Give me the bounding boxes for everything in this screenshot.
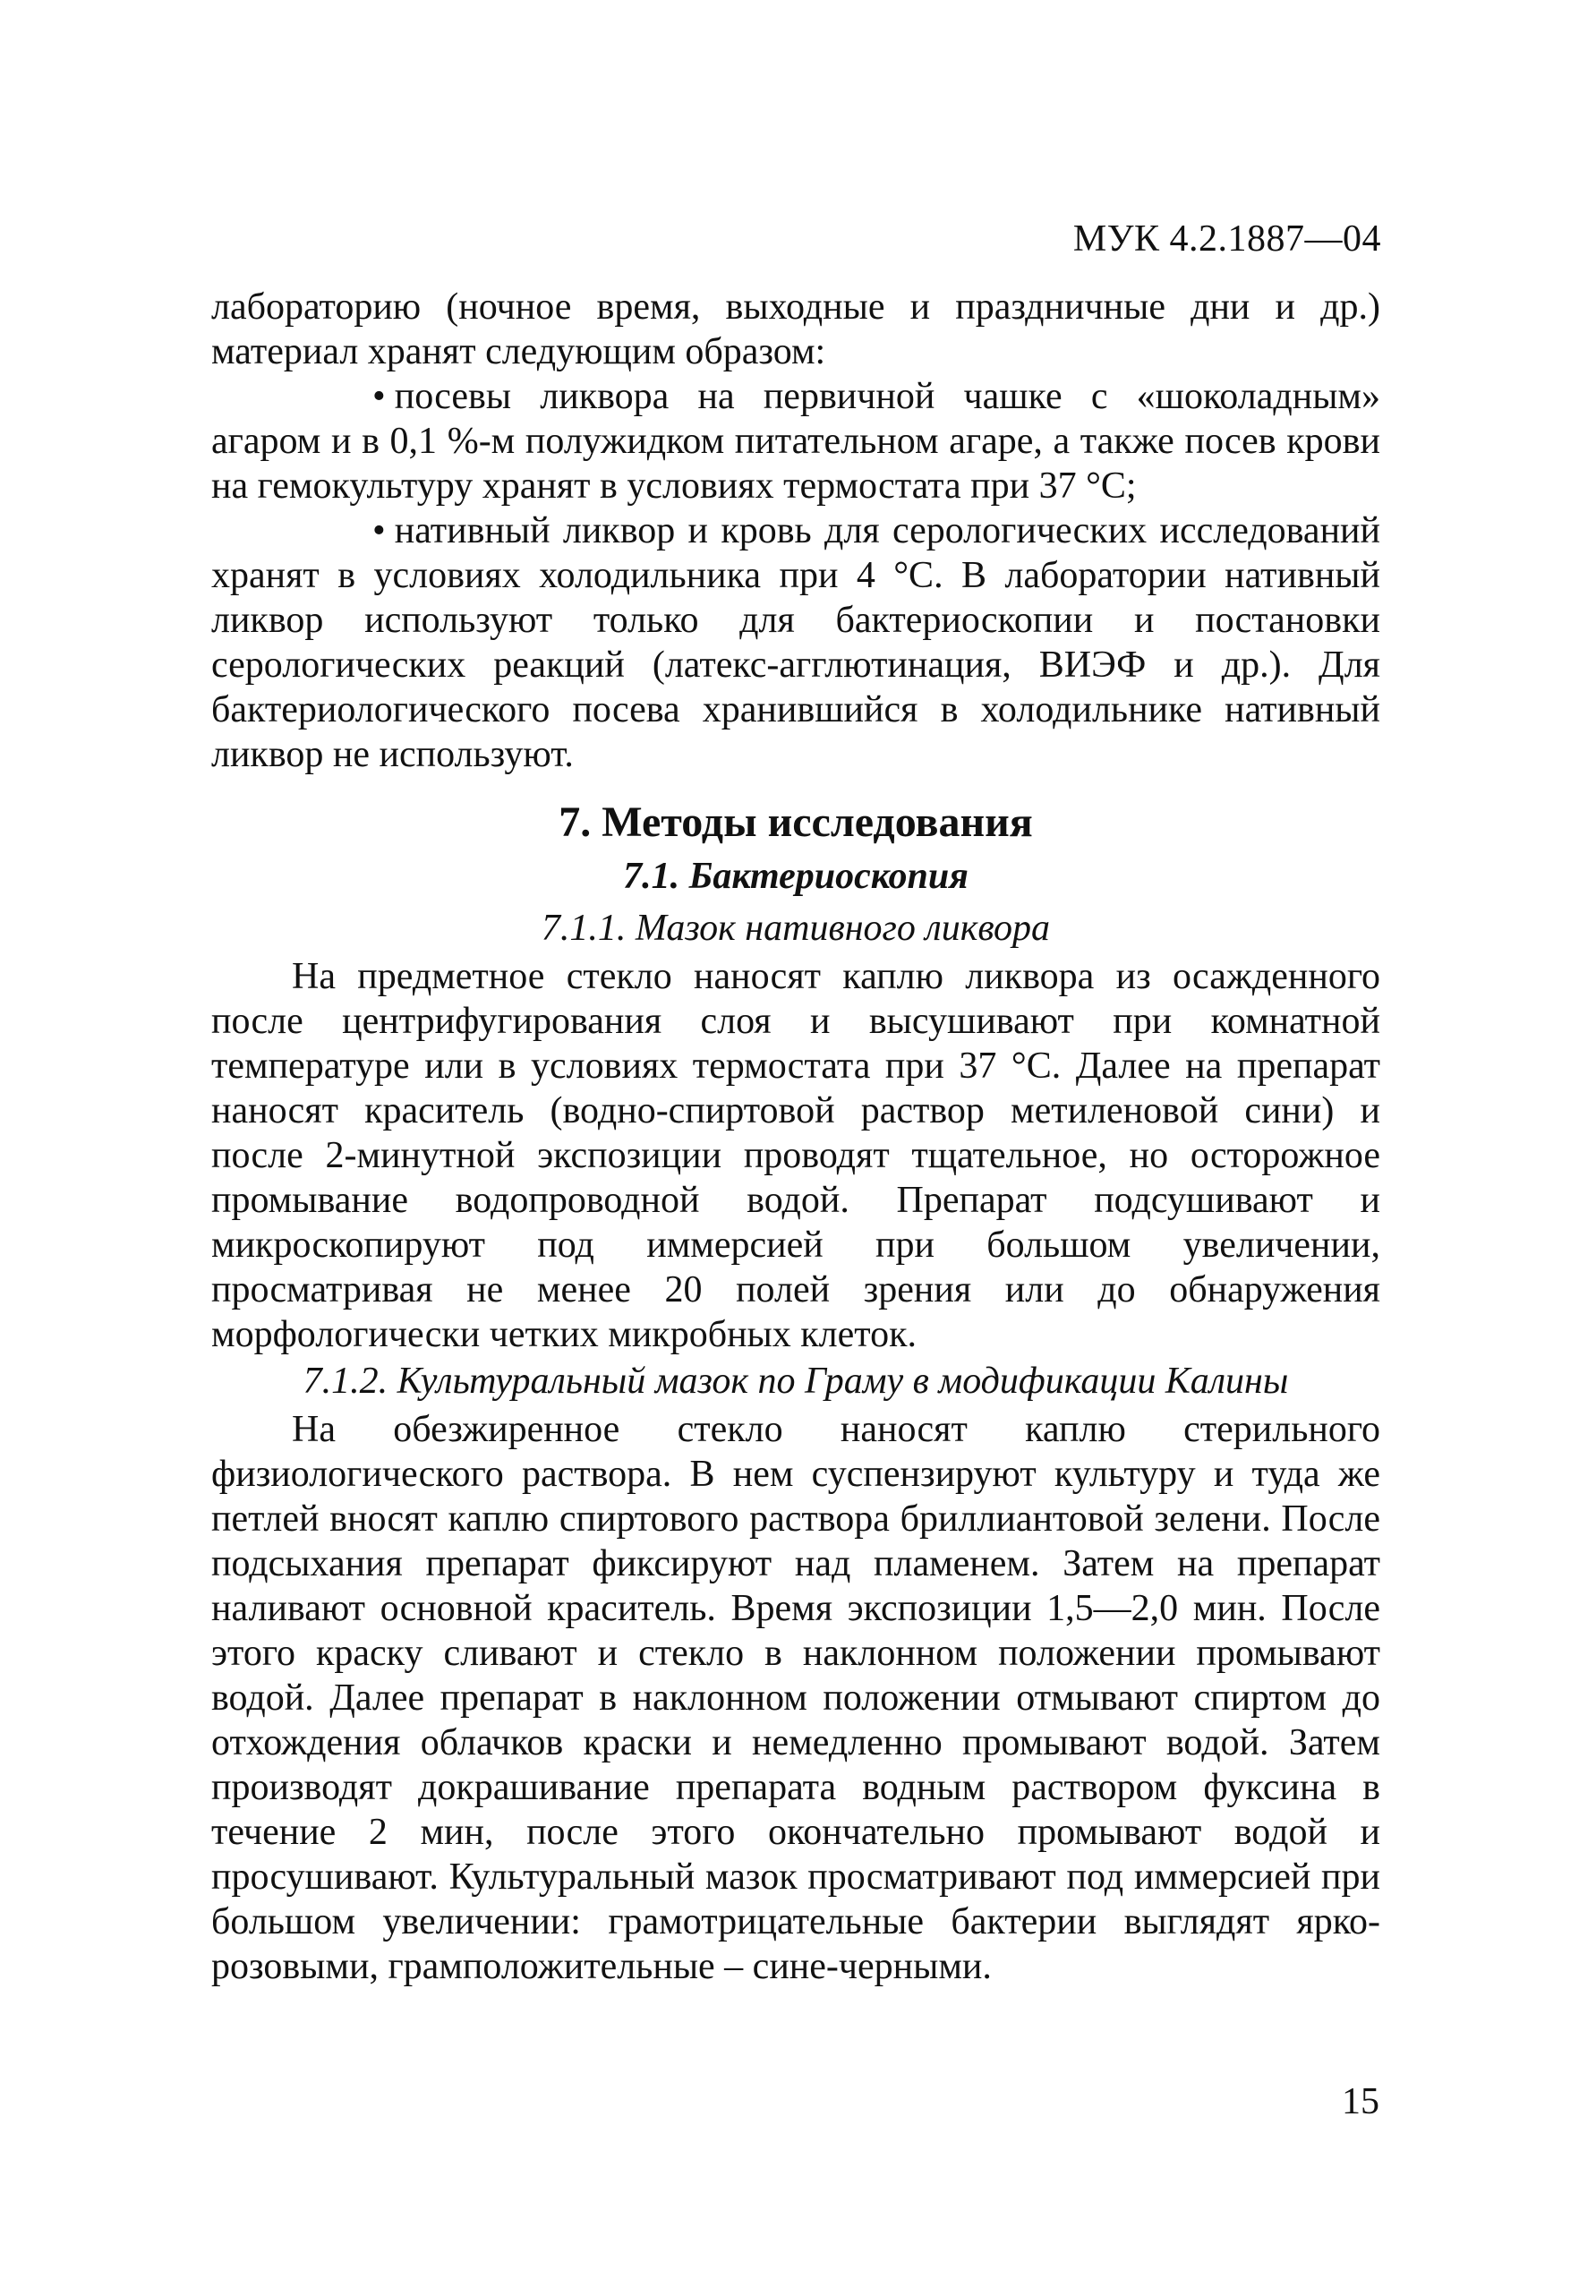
doc-code: МУК 4.2.1887—04 <box>1072 218 1381 260</box>
section-7-1-2-title: 7.1.2. Культуральный мазок по Граму в модификации Калины <box>303 1361 1289 1402</box>
section-7-1-2-text: На обезжиренное стекло наносят каплю стерильного физиологического раствора. В нем суспензируют культуру и туда же петлей вносят каплю спиртового раствора бриллиантовой зелени. После подсыхания препарат фиксируют над пламенем. Затем на препарат наливают основной краситель. Время экспозиции 1,5—2,0 мин. После этого краску сливают и стекло в наклонном положении промывают водой. Далее препарат в наклонном положении отмывают спиртом до отхождения облачков краски и немедленно промывают водой. Затем производят докрашивание препарата водным раствором фуксина в течение 2 мин, после этого окончательно промывают водой и просушивают. Культуральный мазок просматривают под иммерсией при большом увеличении: грамотрицательные бактерии выглядят ярко-розовыми, грамположительные – сине-черными. <box>211 1409 1380 1987</box>
page-number: 15 <box>1342 2081 1379 2122</box>
section-7-1-1-text: На предметное стекло наносят каплю ликвора из осажденного после центрифугирования слоя и высушивают при комнатной температуре или в условиях термостата при 37 °C. Далее на препарат наносят краситель (водно-спиртовой раствор метиленовой сини) и после 2-минутной экспозиции проводят тщательное, но осторожное промывание водопроводной водой. Препарат подсушивают и микроскопируют под иммерсией при большом увеличении, просматривая не менее 20 полей зрения или до обнаружения морфологически четких микробных клеток. <box>211 956 1380 1355</box>
bullet-item-2 <box>211 508 1380 777</box>
intro-paragraph: лабораторию (ночное время, выходные и праздничные дни и др.) материал хранят следующим образом: <box>211 286 1380 372</box>
bullet-text-2: нативный ликвор и кровь для серологических исследований хранят в условиях холодильника при 4 °C. В лаборатории нативный ликвор используют только для бактериоскопии и постановки серологических реакций (латекс-агглютинация, ВИЭФ и др.). Для бактериологического посева хранившийся в холодильнике нативный ликвор не используют. <box>211 510 1380 775</box>
section-7-title: 7. Методы исследования <box>559 798 1033 846</box>
bullet-item-1 <box>211 374 1380 508</box>
section-7-1-1-title: 7.1.1. Мазок нативного ликвора <box>541 908 1051 949</box>
section-7-1-title: 7.1. Бактериоскопия <box>623 856 969 897</box>
bullet-text-1: посевы ликвора на первичной чашке с «шоколадным» агаром и в 0,1 %-м полужидком питательном агаре, а также посев крови на гемокультуру хранят в условиях термостата при 37 °C; <box>211 376 1380 507</box>
bullet-icon: • <box>372 510 386 551</box>
bullet-icon: • <box>372 376 386 417</box>
page-content <box>211 285 1380 1989</box>
